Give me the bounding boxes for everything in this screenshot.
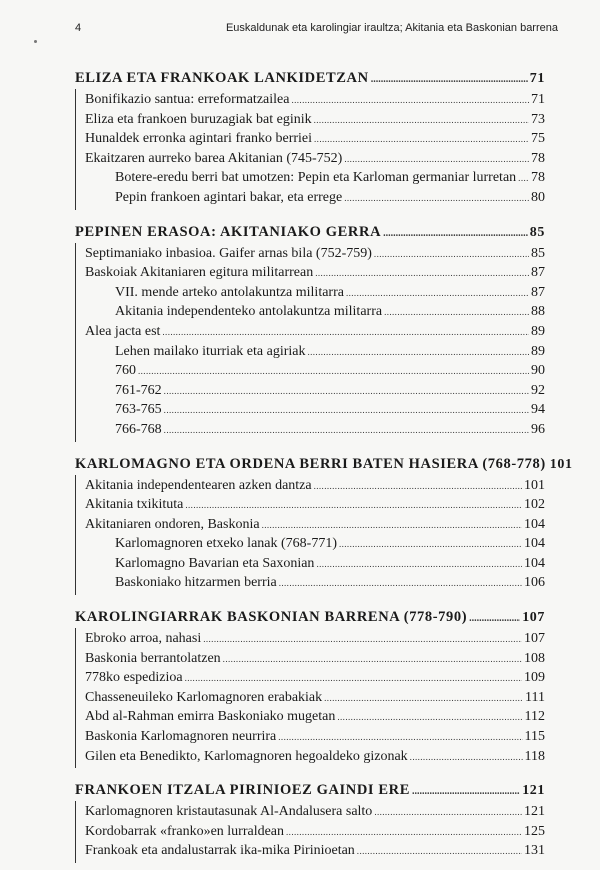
entry-page: 125	[524, 823, 545, 839]
dot-leader	[164, 401, 529, 421]
dot-leader	[262, 516, 522, 536]
section-title: ELIZA ETA FRANKOAK LANKIDETZAN	[75, 70, 369, 86]
toc-entry	[85, 90, 545, 110]
dot-leader	[357, 842, 522, 862]
toc-section	[75, 454, 573, 596]
entry-title: 760	[115, 363, 136, 379]
dot-leader	[412, 781, 520, 802]
toc-entry	[85, 747, 545, 767]
section-heading	[75, 68, 545, 89]
entry-page: 111	[525, 689, 545, 705]
section-page: 107	[522, 610, 545, 626]
toc-subentry	[85, 573, 545, 593]
section-heading	[75, 222, 545, 243]
toc-entry	[85, 110, 545, 130]
entry-page: 89	[531, 323, 545, 339]
entry-page: 106	[524, 575, 545, 591]
scan-speck	[34, 40, 37, 43]
entry-page: 73	[531, 111, 545, 127]
entry-page: 121	[524, 804, 545, 820]
dot-leader	[185, 496, 522, 516]
dot-leader	[223, 650, 522, 670]
toc-subentry	[85, 168, 545, 188]
dot-leader	[371, 69, 528, 90]
dot-leader	[278, 728, 522, 748]
dot-leader	[164, 382, 529, 402]
dot-leader	[374, 803, 522, 823]
entry-title: Baskoniako hitzarmen berria	[115, 575, 277, 591]
entry-page: 94	[531, 402, 545, 418]
entry-title: Baskonia berrantolatzen	[85, 650, 221, 666]
page-number: 4	[75, 22, 82, 34]
entry-list	[75, 89, 545, 210]
dot-leader	[469, 608, 520, 629]
section-title: FRANKOEN ITZALA PIRINIOEZ GAINDI ERE	[75, 782, 411, 799]
entry-page: 90	[531, 363, 545, 379]
entry-title: Ebroko arroa, nahasi	[85, 631, 202, 647]
toc-entry	[85, 841, 545, 861]
dot-leader	[286, 823, 522, 843]
toc-entry	[85, 629, 545, 649]
entry-title: 778ko espedizioa	[85, 670, 183, 686]
entry-list	[75, 243, 545, 442]
section-page: 85	[529, 224, 545, 240]
entry-page: 85	[531, 245, 545, 261]
toc-subentry	[85, 342, 545, 362]
entry-title: Baskoiak Akitaniaren egitura militarrean	[85, 265, 314, 281]
toc-section	[75, 222, 545, 442]
entry-page: 88	[531, 304, 545, 320]
toc-entry	[85, 688, 545, 708]
dot-leader	[203, 630, 522, 650]
entry-title: Septimaniako inbasioa. Gaifer arnas bila (752-759)	[85, 245, 372, 261]
dot-leader	[307, 343, 529, 363]
entry-page: 107	[524, 631, 545, 647]
section-title: KARLOMAGNO ETA ORDENA BERRI BATEN HASIERA (768-778)	[75, 455, 546, 472]
entry-page: 71	[531, 92, 545, 107]
dot-leader	[185, 669, 522, 689]
toc-entry	[85, 129, 545, 149]
dot-leader	[410, 748, 523, 768]
toc-entry	[85, 822, 545, 842]
dot-leader	[374, 245, 529, 265]
entry-title: Akitania independenteko antolakuntza militarra	[115, 304, 383, 320]
entry-title: Eliza eta frankoen buruzagiak bat eginik	[85, 111, 312, 127]
toc-entry	[85, 476, 545, 496]
entry-title: Pepin frankoen agintari bakar, eta errege	[115, 189, 343, 205]
running-header	[0, 22, 600, 38]
toc-subentry	[85, 400, 545, 420]
entry-title: Akitania txikituta	[85, 497, 184, 513]
toc-entry	[85, 244, 545, 264]
toc-entry	[85, 649, 545, 669]
entry-page: 102	[524, 497, 545, 513]
dot-leader	[383, 223, 528, 244]
section-heading	[75, 454, 573, 475]
toc-entry	[85, 707, 545, 727]
toc-subentry	[85, 554, 545, 574]
dot-leader	[138, 362, 529, 382]
toc-entry	[85, 802, 545, 822]
entry-page: 87	[531, 265, 545, 281]
dot-leader	[314, 111, 529, 131]
entry-page: 104	[524, 516, 545, 532]
entry-title: Karlomagnoren kristautasunak Al-Andalusera salto	[85, 804, 373, 820]
entry-title: Chasseneuileko Karlomagnoren erabakiak	[85, 689, 323, 705]
dot-leader	[162, 323, 529, 343]
entry-page: 87	[531, 284, 545, 300]
section-page: 71	[529, 71, 545, 86]
toc-subentry	[85, 381, 545, 401]
toc-entry	[85, 322, 545, 342]
entry-title: Frankoak eta andalustarrak ika-mika Pirinioetan	[85, 843, 355, 859]
toc-subentry	[85, 188, 545, 208]
dot-leader	[291, 91, 529, 111]
toc-entry	[85, 263, 545, 283]
dot-leader	[344, 150, 529, 170]
toc-entry	[85, 495, 545, 515]
table-of-contents	[75, 68, 573, 863]
entry-page: 108	[524, 650, 545, 666]
dot-leader	[346, 284, 529, 304]
entry-list	[75, 475, 545, 596]
entry-title: Kordobarrak «franko»en lurraldean	[85, 823, 285, 839]
section-title: PEPINEN ERASOA: AKITANIAKO GERRA	[75, 223, 382, 240]
entry-page: 80	[531, 189, 545, 205]
dot-leader	[518, 169, 529, 189]
entry-page: 104	[524, 555, 545, 571]
dot-leader	[344, 189, 529, 209]
entry-title: Bonifikazio santua: erreformatzailea	[85, 92, 290, 107]
entry-title: 761-762	[115, 382, 162, 398]
toc-entry	[85, 727, 545, 747]
entry-page: 96	[531, 421, 545, 437]
entry-title: 766-768	[115, 421, 162, 437]
entry-page: 118	[524, 748, 545, 764]
toc-subentry	[85, 420, 545, 440]
toc-section	[75, 607, 545, 768]
entry-page: 75	[531, 131, 545, 147]
dot-leader	[384, 303, 529, 323]
toc-entry	[85, 149, 545, 169]
entry-title: Hunaldek erronka agintari franko berriei	[85, 131, 313, 147]
entry-page: 89	[531, 343, 545, 359]
dot-leader	[314, 130, 529, 150]
entry-title: 763-765	[115, 402, 162, 418]
entry-title: Gilen eta Benedikto, Karlomagnoren hegoaldeko gizonak	[85, 748, 408, 764]
section-heading	[75, 780, 545, 801]
toc-subentry	[85, 283, 545, 303]
entry-page: 112	[524, 709, 545, 725]
dot-leader	[279, 574, 522, 594]
entry-page: 131	[524, 843, 545, 859]
dot-leader	[324, 689, 523, 709]
entry-page: 101	[524, 477, 545, 493]
dot-leader	[337, 708, 522, 728]
entry-title: Botere-eredu berri bat umotzen: Pepin eta Karloman germaniar lurretan	[115, 170, 517, 186]
entry-title: Lehen mailako iturriak eta agiriak	[115, 343, 306, 359]
entry-title: VII. mende arteko antolakuntza militarra	[115, 284, 344, 300]
entry-title: Alea jacta est	[85, 323, 161, 339]
entry-page: 78	[531, 170, 545, 186]
toc-subentry	[85, 361, 545, 381]
entry-page: 78	[531, 150, 545, 166]
dot-leader	[339, 535, 522, 555]
entry-title: Akitania independentearen azken dantza	[85, 477, 312, 493]
toc-entry	[85, 668, 545, 688]
toc-section	[75, 780, 545, 863]
entry-title: Karlomagno Bavarian eta Saxonian	[115, 555, 315, 571]
entry-title: Ekaitzaren aurreko barea Akitanian (745-752)	[85, 150, 343, 166]
dot-leader	[315, 264, 529, 284]
book-title: Euskaldunak eta karolingiar iraultza; Akitania eta Baskonian barrena	[225, 22, 558, 34]
entry-list	[75, 628, 545, 768]
entry-page: 109	[524, 670, 545, 686]
section-heading	[75, 607, 545, 628]
entry-page: 92	[531, 382, 545, 398]
entry-page: 104	[524, 536, 545, 552]
section-page: 121	[522, 783, 545, 799]
entry-title: Karlomagnoren etxeko lanak (768-771)	[115, 536, 337, 552]
toc-subentry	[85, 302, 545, 322]
entry-list	[75, 801, 545, 863]
section-title: KAROLINGIARRAK BASKONIAN BARRENA (778-790)	[75, 609, 468, 626]
dot-leader	[314, 477, 522, 497]
dot-leader	[316, 555, 522, 575]
section-page: 101	[549, 456, 573, 472]
entry-title: Baskonia Karlomagnoren neurrira	[85, 729, 277, 745]
dot-leader	[164, 421, 529, 441]
toc-entry	[85, 515, 545, 535]
toc-subentry	[85, 534, 545, 554]
toc-section	[75, 68, 545, 210]
entry-title: Abd al-Rahman emirra Baskoniako mugetan	[85, 709, 336, 725]
entry-title: Akitaniaren ondoren, Baskonia	[85, 516, 260, 532]
entry-page: 115	[524, 729, 545, 745]
